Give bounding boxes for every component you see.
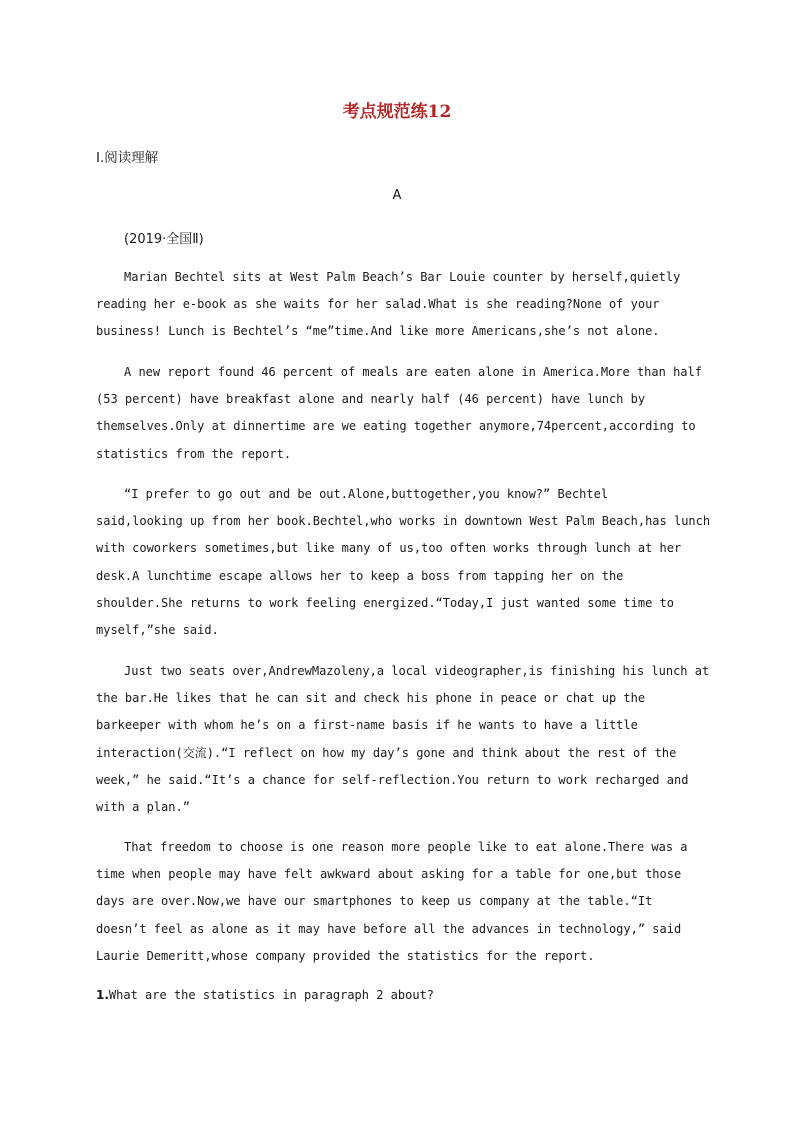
question-1	[96, 988, 434, 1002]
text-line: reading her e-book as she waits for her salad.What is she reading?None of your	[96, 297, 660, 312]
text-line: the bar.He likes that he can sit and check his phone in peace or chat up the	[96, 691, 646, 706]
text-line: said,looking up from her book.Bechtel,who works in downtown West Palm Beach,has lunch	[96, 514, 711, 529]
question-text: What are the statistics in paragraph 2 about?	[108, 988, 435, 1002]
paragraph-3	[96, 481, 711, 644]
passage-source: (2019·全国Ⅱ)	[124, 232, 204, 247]
paragraph-4	[96, 658, 710, 821]
text-line: with a plan.”	[96, 799, 190, 814]
paragraph-1	[96, 264, 696, 346]
page-title: 考点规范练12	[342, 102, 452, 122]
text-line: week,” he said.“It’s a chance for self-reflection.You return to work recharged and	[96, 772, 689, 787]
text-line: shoulder.She returns to work feeling energized.“Today,I just wanted some time to	[96, 595, 674, 610]
text-line: doesn’t feel as alone as it may have before all the advances in technology,” said	[96, 921, 682, 936]
paragraph-5	[96, 834, 696, 970]
text-line: days are over.Now,we have our smartphones to keep us company at the table.“It	[96, 894, 653, 909]
section-heading: Ⅰ.阅读理解	[96, 150, 159, 166]
text-line: A new report found 46 percent of meals are eaten alone in America.More than half	[124, 365, 702, 379]
text-line: business! Lunch is Bechtel’s “me”time.And like more Americans,she’s not alone.	[96, 324, 660, 339]
text-line: themselves.Only at dinnertime are we eating together anymore,74percent,according to	[96, 419, 696, 434]
text-line: barkeeper with whom he’s on a first-name basis if he wants to have a little	[96, 718, 638, 733]
text-line: Laurie Demeritt,whose company provided the statistics for the report.	[96, 948, 595, 963]
text-line: “I prefer to go out and be out.Alone,buttogether,you know?” Bechtel	[124, 487, 609, 501]
text-line: desk.A lunchtime escape allows her to keep a boss from tapping her on the	[96, 568, 624, 583]
text-line: That freedom to choose is one reason more people like to eat alone.There was a	[124, 840, 688, 854]
paragraph-2	[96, 359, 702, 468]
text-line: (53 percent) have breakfast alone and nearly half (46 percent) have lunch by	[96, 392, 646, 407]
passage-letter: A	[392, 188, 402, 203]
text-line: statistics from the report.	[96, 446, 292, 461]
text-line: interaction(交流).“I reflect on how my day’s gone and think about the rest of the	[96, 745, 677, 760]
text-line: Just two seats over,AndrewMazoleny,a local videographer,is finishing his lunch at	[124, 664, 710, 678]
question-number: 1.	[96, 988, 109, 1002]
text-line: myself,”she said.	[96, 622, 219, 637]
text-line: time when people may have felt awkward about asking for a table for one,but those	[96, 867, 682, 882]
text-line: Marian Bechtel sits at West Palm Beach’s Bar Louie counter by herself,quietly	[124, 270, 681, 284]
text-line: with coworkers sometimes,but like many of us,too often works through lunch at her	[96, 541, 682, 556]
